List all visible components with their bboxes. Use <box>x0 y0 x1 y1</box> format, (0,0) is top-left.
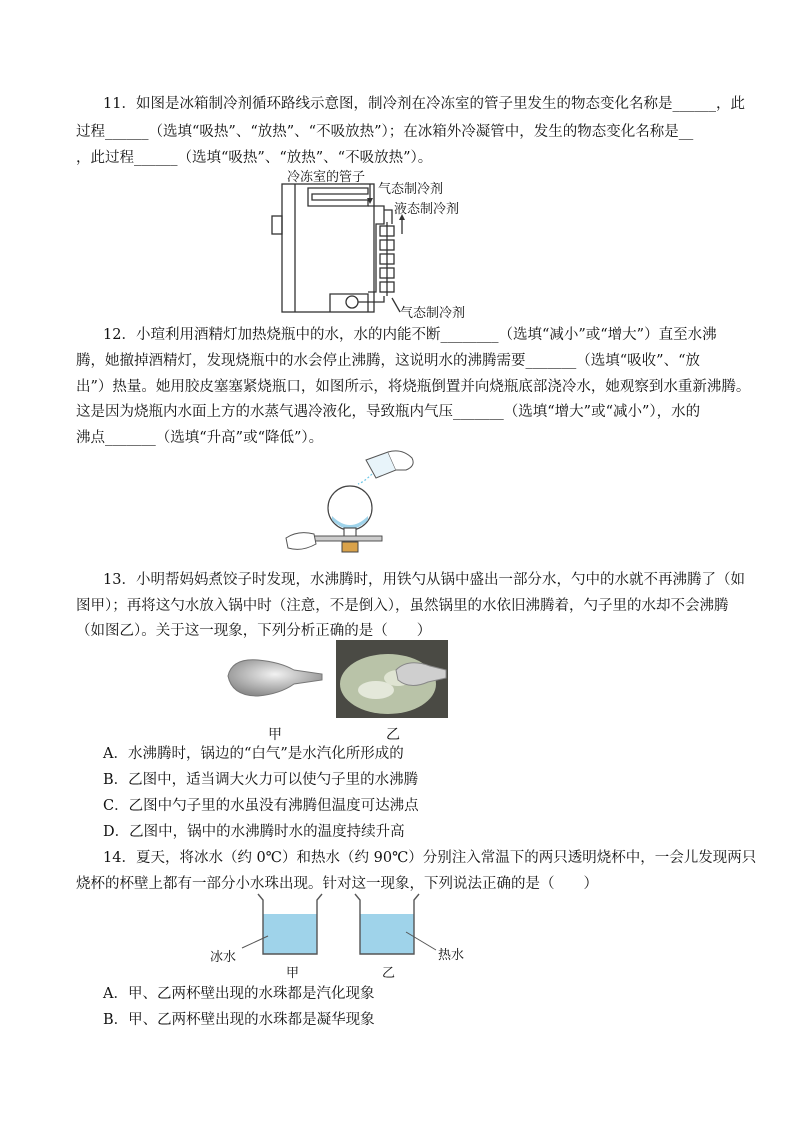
pot-b-svg <box>336 640 448 718</box>
fridge-diagram-svg <box>260 166 490 318</box>
q13-option-d: D．乙图中，锅中的水沸腾时水的温度持续升高 <box>103 824 405 840</box>
label-gas-refrigerant-top: 气态制冷剂 <box>378 182 444 197</box>
clamp-bar <box>314 536 382 541</box>
q13-option-b: B．乙图中，适当调大火力可以使勺子里的水沸腾 <box>103 772 419 788</box>
q14-line-2: 烧杯的杯壁上都有一部分小水珠出现。针对这一现象，下列说法正确的是（ ） <box>76 876 598 892</box>
q11-line-3: ，此过程______（选填“吸热”、“放热”、“不吸放热”）。 <box>76 150 433 166</box>
fridge-handle <box>272 216 282 234</box>
q12-line-4: 这是因为烧瓶内水面上方的水蒸气遇冷液化，导致瓶内气压_______（选填“增大”或“减小”），水的 <box>76 404 701 420</box>
pot-figure-b <box>336 640 448 718</box>
caption-figure-a: 甲 <box>268 727 282 743</box>
freezer-pipe <box>308 188 368 206</box>
q12-line-1: 12．小瑄利用酒精灯加热烧瓶中的水，水的内能不断________（选填“减小”或“增大”）直至水沸 <box>103 327 717 343</box>
label-liquid-refrigerant: 液态制冷剂 <box>394 202 460 217</box>
spoon-a <box>228 660 322 696</box>
label-hot-water: 热水 <box>438 948 465 963</box>
flask-diagram-svg <box>284 448 444 562</box>
beakers-svg <box>206 892 476 978</box>
q12-line-2: 腾，她撤掉酒精灯，发现烧瓶中的水会停止沸腾，这说明水的沸腾需要_______（选填“吸收”、“放 <box>76 353 700 369</box>
caption-beaker-a: 甲 <box>286 966 300 981</box>
q13-option-c: C．乙图中勺子里的水虽没有沸腾但温度可达沸点 <box>103 798 419 814</box>
q13-option-a: A．水沸腾时，锅边的“白气”是水汽化所形成的 <box>103 746 404 762</box>
label-ice-water: 冰水 <box>210 950 237 965</box>
fridge-diagram <box>260 166 490 321</box>
spoon-a-svg <box>224 648 324 708</box>
label-freezer-pipe: 冷冻室的管子 <box>287 170 366 185</box>
flask-diagram <box>284 448 444 562</box>
q13-line-2: 图甲）；再将这勺水放入锅中时（注意，不是倒入），虽然锅里的水依旧沸腾着，勺子里的水却不会沸腾 <box>76 598 729 614</box>
beaker-a-water <box>263 914 317 954</box>
q11-line-1: 11．如图是冰箱制冷剂循环路线示意图，制冷剂在冷冻室的管子里发生的物态变化名称是______，此 <box>103 96 745 112</box>
spoon-figure-a <box>224 648 324 708</box>
q14-option-a: A．甲、乙两杯壁出现的水珠都是汽化现象 <box>103 986 375 1002</box>
q13-line-1: 13．小明帮妈妈煮饺子时发现，水沸腾时，用铁勺从锅中盛出一部分水，勺中的水就不再沸腾了（如 <box>103 572 745 588</box>
caption-figure-b: 乙 <box>386 727 400 743</box>
caption-beaker-b: 乙 <box>382 966 396 981</box>
q13-line-3: （如图乙）。关于这一现象，下列分析正确的是（ ） <box>76 623 432 639</box>
q14-option-b: B．甲、乙两杯壁出现的水珠都是凝华现象 <box>103 1012 375 1028</box>
q12-line-3: 出”）热量。她用胶皮塞塞紧烧瓶口，如图所示，将烧瓶倒置并向烧瓶底部浇冷水，她观察到水重新沸腾。 <box>76 379 751 395</box>
beakers-figure <box>206 892 476 981</box>
hand-bottom <box>286 533 316 550</box>
flask-bulb <box>328 486 372 530</box>
q11-line-2: 过程______（选填“吸热”、“放热”、“不吸放热”）；在冰箱外冷凝管中，发生的物态变化名称是__ <box>76 124 694 140</box>
beaker-b-water <box>360 914 414 954</box>
q14-line-1: 14．夏天，将冰水（约 0℃）和热水（约 90℃）分别注入常温下的两只透明烧杯中，一会儿发现两只 <box>103 850 757 866</box>
q12-line-5: 沸点_______（选填“升高”或“降低”）。 <box>76 430 324 446</box>
label-gas-refrigerant-bottom: 气态制冷剂 <box>400 306 466 321</box>
rubber-stopper <box>342 542 358 552</box>
fridge-body <box>282 184 374 312</box>
compressor <box>346 296 358 308</box>
